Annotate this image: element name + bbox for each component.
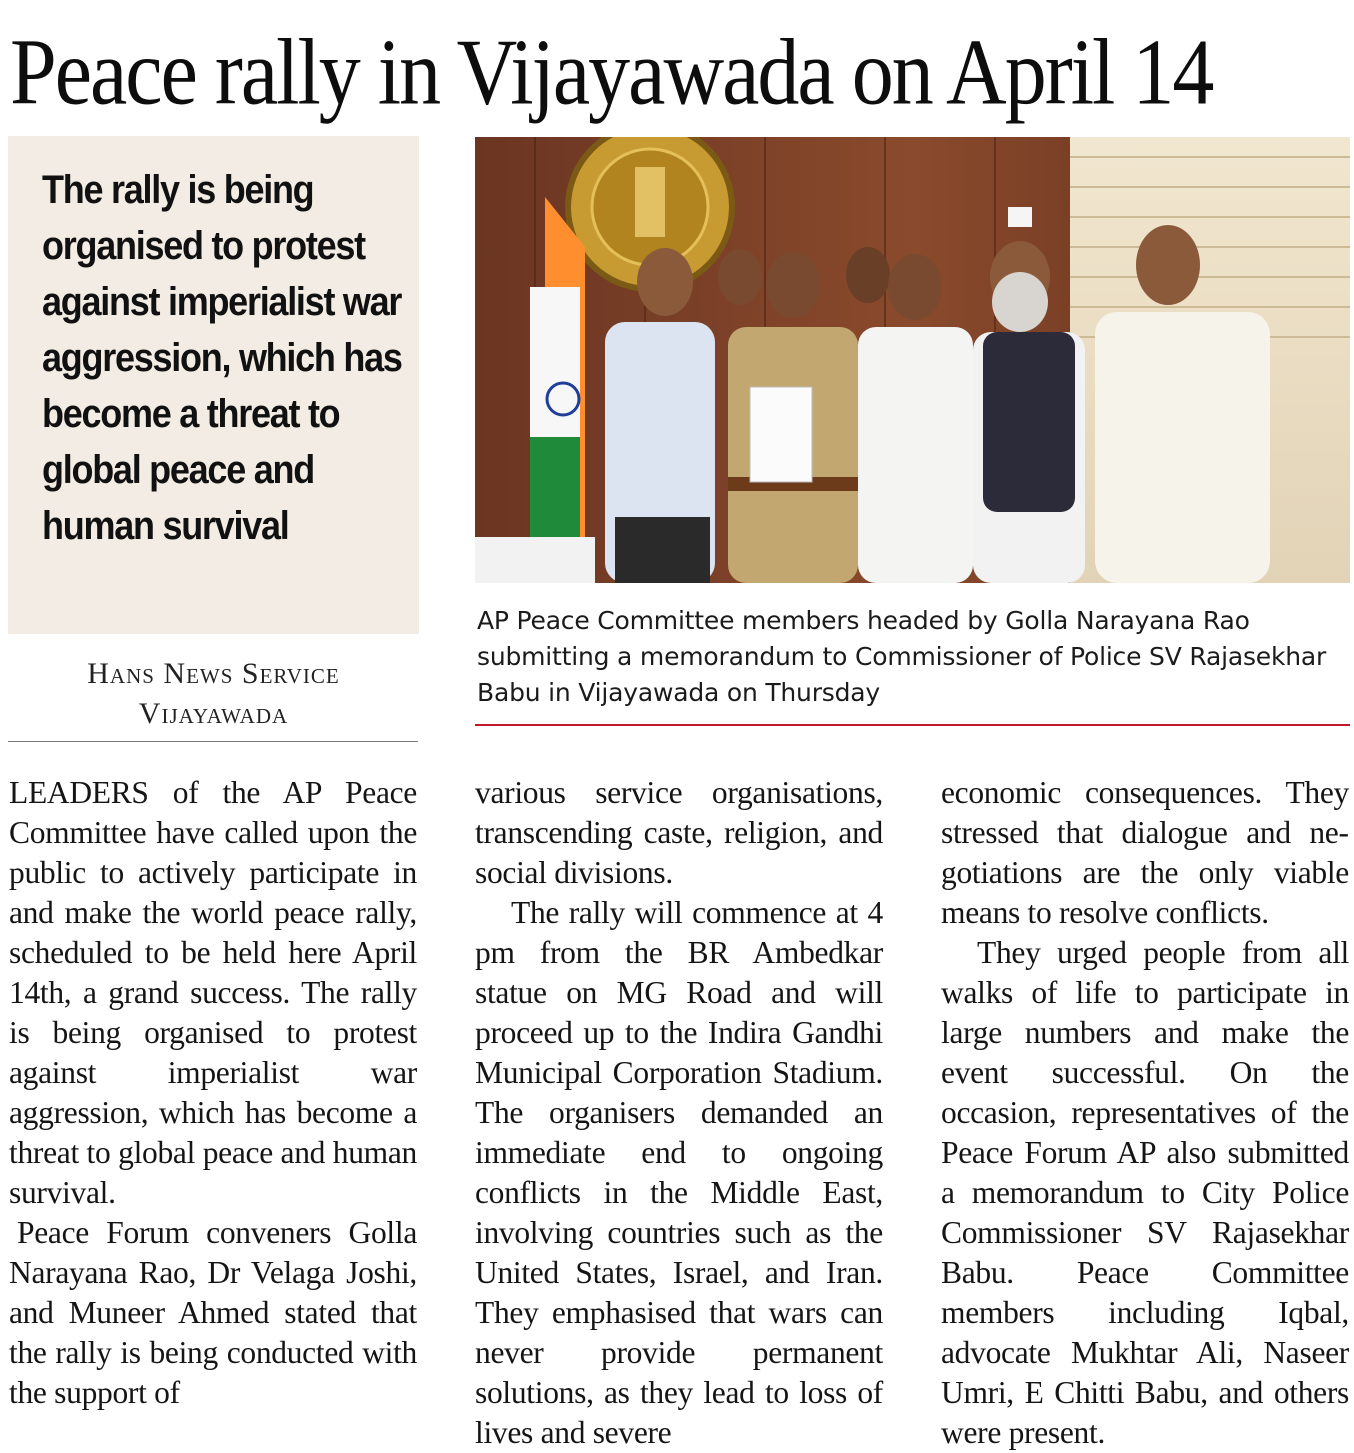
- byline-service: Hans News Service: [87, 657, 340, 690]
- photo-illustration: [475, 137, 1350, 583]
- pull-quote-box: [8, 136, 419, 634]
- headline: Peace rally in Vijayawada on April 14: [10, 20, 1213, 125]
- caption-divider: [475, 724, 1350, 726]
- byline-city: Vijayawada: [138, 697, 289, 730]
- body-paragraph-3-continued: economic consequences. They stressed that dialogue and negotiations are the only viable means to resolve conflicts.: [941, 775, 1349, 930]
- body-paragraph-4: They urged people from all walks of life to participate in large numbers and make the event successful. On the occasion, representatives of the Peace Forum AP also submitted a memorandum to City Police Commissioner SV Rajasekhar Babu. Peace Committee members including Iqbal, advocate Mukhtar Ali, Naseer Umri, E Chitti Babu, and others were present.: [941, 935, 1349, 1450]
- byline-divider: [8, 741, 418, 742]
- news-photo: [475, 137, 1350, 583]
- body-paragraph-1: LEADERS of the AP Peace Committee have called upon the public to actively participate in and make the world peace rally, scheduled to be held here April 14th, a grand success. The rally is being organised to protest against imperialist war aggression, which has become a threat to global peace and human survival.: [9, 775, 417, 1210]
- body-paragraph-2: Peace Forum conveners Golla Narayana Rao, Dr Velaga Joshi, and Muneer Ahmed stated that the rally is being conducted with the support of: [9, 1215, 417, 1410]
- body-paragraph-2-continued: various service organisations, transcending caste, religion, and social divisions.: [475, 775, 883, 890]
- photo-caption: AP Peace Committee members headed by Golla Narayana Rao submitting a memorandum to Commissioner of Police SV Rajasekhar Babu in Vijayawada on Thursday: [477, 606, 1327, 707]
- pull-quote-text: The rally is being organised to protest against imperialist war aggression, which has become a threat to global peace and human survival: [42, 168, 402, 548]
- body-paragraph-3: The rally will commence at 4 pm from the BR Ambedkar statue on MG Road and will proceed up to the Indira Gandhi Municipal Corporation Stadium. The organisers demanded an immediate end to ongoing conflicts in the Middle East, involving countries such as the United States, Israel, and Iran. They emphasised that wars can never provide permanent solutions, as they lead to loss of lives and severe: [475, 895, 883, 1450]
- body-column-3: [941, 773, 1349, 1453]
- body-column-2: [475, 773, 883, 1453]
- byline: [8, 654, 419, 734]
- body-column-1: [9, 773, 417, 1413]
